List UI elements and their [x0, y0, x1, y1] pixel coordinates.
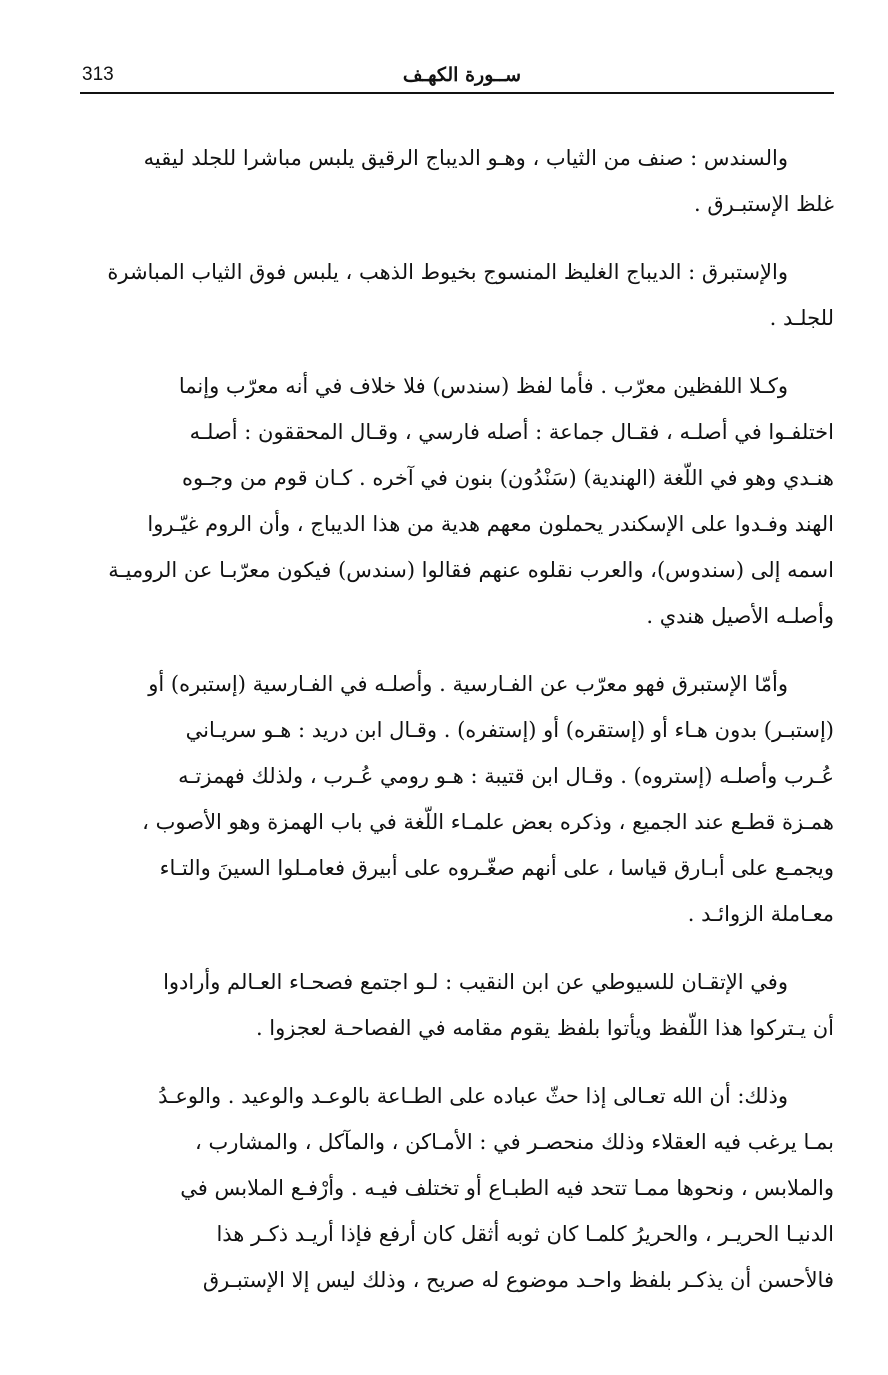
text-line: وذلك: أن الله تعـالى إذا حثّ عباده على الطـاعة بالوعـد والوعيد . والوعـدُ: [158, 1084, 788, 1108]
paragraph-arabization-istabraq: [82, 661, 834, 937]
text-line: ويجمـع على أبـارق قياسا ، على أنهم صغّـروه على أبيرق فعامـلوا السينَ والتـاء: [159, 856, 834, 880]
text-line: عُـرب وأصلـه (إستروه) . وقـال ابن قتيبة : هـو رومي عُـرب ، ولذلك فهمزتـه: [178, 764, 834, 788]
text-line: الهند وفـدوا على الإسكندر يحملون معهم هدية من هذا الديباج ، وأن الروم غيّـروا: [147, 512, 834, 536]
paragraph-sundus-definition: [82, 135, 834, 227]
text-line: معـاملة الزوائـد .: [687, 902, 834, 926]
page-number: 313: [82, 64, 114, 85]
text-line: الدنيـا الحريـر ، والحريرُ كلمـا كان ثوبه أثقل كان أرفع فإذا أريـد ذكـر هذا: [216, 1222, 834, 1246]
text-line: والملابس ، ونحوها ممـا تتحد فيه الطبـاع أو تختلف فيـه . وأرْفـع الملابس في: [180, 1176, 834, 1200]
page-header: [82, 62, 834, 92]
text-line: وأصلـه الأصيل هندي .: [646, 604, 834, 628]
paragraph-itqan-quote: [82, 959, 834, 1051]
text-line: وأمّا الإستبرق فهو معرّب عن الفـارسية . وأصلـه في الفـارسية (إستبره) أو: [148, 672, 788, 696]
text-line: وكـلا اللفظين معرّب . فأما لفظ (سندس) فلا خلاف في أنه معرّب وإنما: [178, 374, 788, 398]
paragraph-istabraq-definition: [82, 249, 834, 341]
text-line: والإستبرق : الديباج الغليظ المنسوج بخيوط الذهب ، يلبس فوق الثياب المباشرة: [107, 260, 788, 284]
text-line: اختلفـوا في أصلـه ، فقـال جماعة : أصله فارسي ، وقـال المحققون : أصلـه: [189, 420, 834, 444]
page-body: [82, 135, 834, 1303]
running-title: ســورة الكهـف: [402, 64, 522, 86]
paragraph-explanation: [82, 1073, 834, 1303]
text-line: همـزة قطـع عند الجميع ، وذكره بعض علمـاء اللّغة في باب الهمزة وهو الأصوب ،: [142, 810, 834, 834]
text-line: والسندس : صنف من الثياب ، وهـو الديباج الرقيق يلبس مباشرا للجلد ليقيه: [143, 146, 788, 170]
paragraph-arabization-sundus: [82, 363, 834, 639]
text-line: غلظ الإستبـرق .: [693, 192, 834, 216]
text-line: هنـدي وهو في اللّغة (الهندية) (سَنْدُون) بنون في آخره . كـان قوم من وجـوه: [182, 466, 834, 490]
text-line: للجلـد .: [769, 306, 834, 330]
text-line: (إستبـر) بدون هـاء أو (إستقره) أو (إستفره) . وقـال ابن دريد : هـو سريـاني: [185, 718, 834, 742]
header-rule: [80, 92, 834, 94]
text-line: بمـا يرغب فيه العقلاء وذلك منحصـر في : الأمـاكن ، والمآكل ، والمشارب ،: [195, 1130, 834, 1154]
text-line: أن يـتركوا هذا اللّفظ ويأتوا بلفظ يقوم مقامه في الفصاحـة لعجزوا .: [255, 1016, 834, 1040]
text-line: اسمه إلى (سندوس)، والعرب نقلوه عنهم فقالوا (سندس) فيكون معرّبـا عن الروميـة: [108, 558, 834, 582]
text-line: فالأحسن أن يذكـر بلفظ واحـد موضوع له صريح ، وذلك ليس إلا الإستبـرق: [202, 1268, 834, 1292]
text-line: وفي الإتقـان للسيوطي عن ابن النقيب : لـو اجتمع فصحـاء العـالم وأرادوا: [163, 970, 788, 994]
